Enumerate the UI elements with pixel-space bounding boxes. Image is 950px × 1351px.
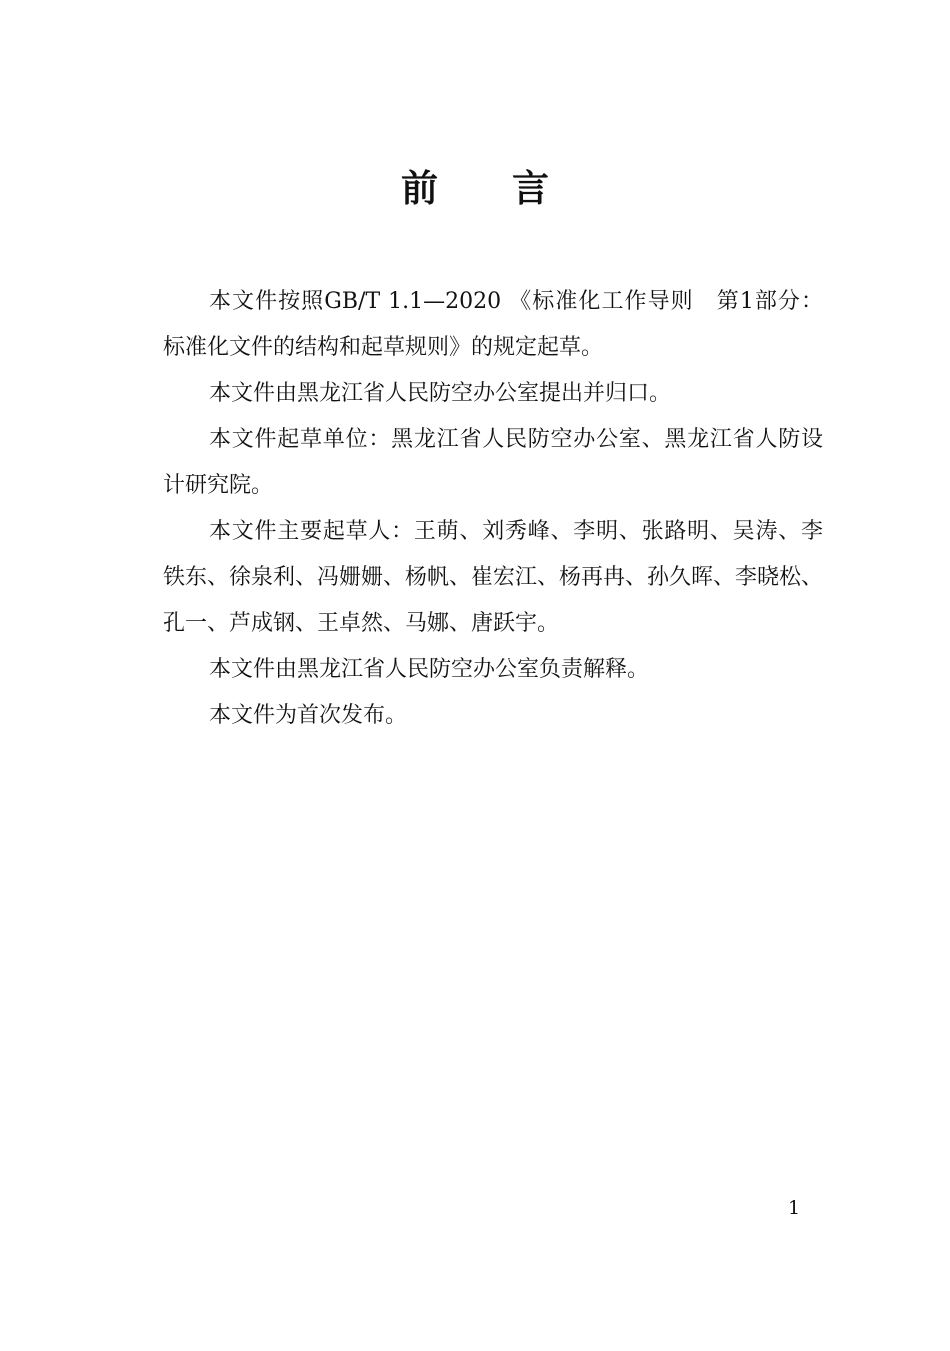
paragraph-first-release: 本文件为首次发布。 xyxy=(209,703,408,728)
paragraph-drafters: 本文件主要起草人：王萌、刘秀峰、李明、张路明、吴涛、李铁东、徐泉利、冯姗姗、杨帆、崔宏江、杨再冉、孙久晖、李晓松、孔一、芦成钢、王卓然、马娜、唐跃宇。 xyxy=(163,519,824,636)
page-title xyxy=(0,162,950,214)
title-char-1: 前 xyxy=(401,166,438,210)
foreword-body xyxy=(163,279,823,739)
paragraph-drafting-rules: 本文件按照GB/T 1.1—2020 《标准化工作导则 第1部分：标准化文件的结构和起草规则》的规定起草。 xyxy=(163,289,823,360)
paragraph-interpretation: 本文件由黑龙江省人民防空办公室负责解释。 xyxy=(209,657,650,682)
paragraph-drafting-units: 本文件起草单位：黑龙江省人民防空办公室、黑龙江省人防设计研究院。 xyxy=(163,427,823,498)
title-char-2: 言 xyxy=(512,166,549,210)
paragraph-proposer: 本文件由黑龙江省人民防空办公室提出并归口。 xyxy=(209,381,672,406)
page-number: 1 xyxy=(787,1197,801,1219)
